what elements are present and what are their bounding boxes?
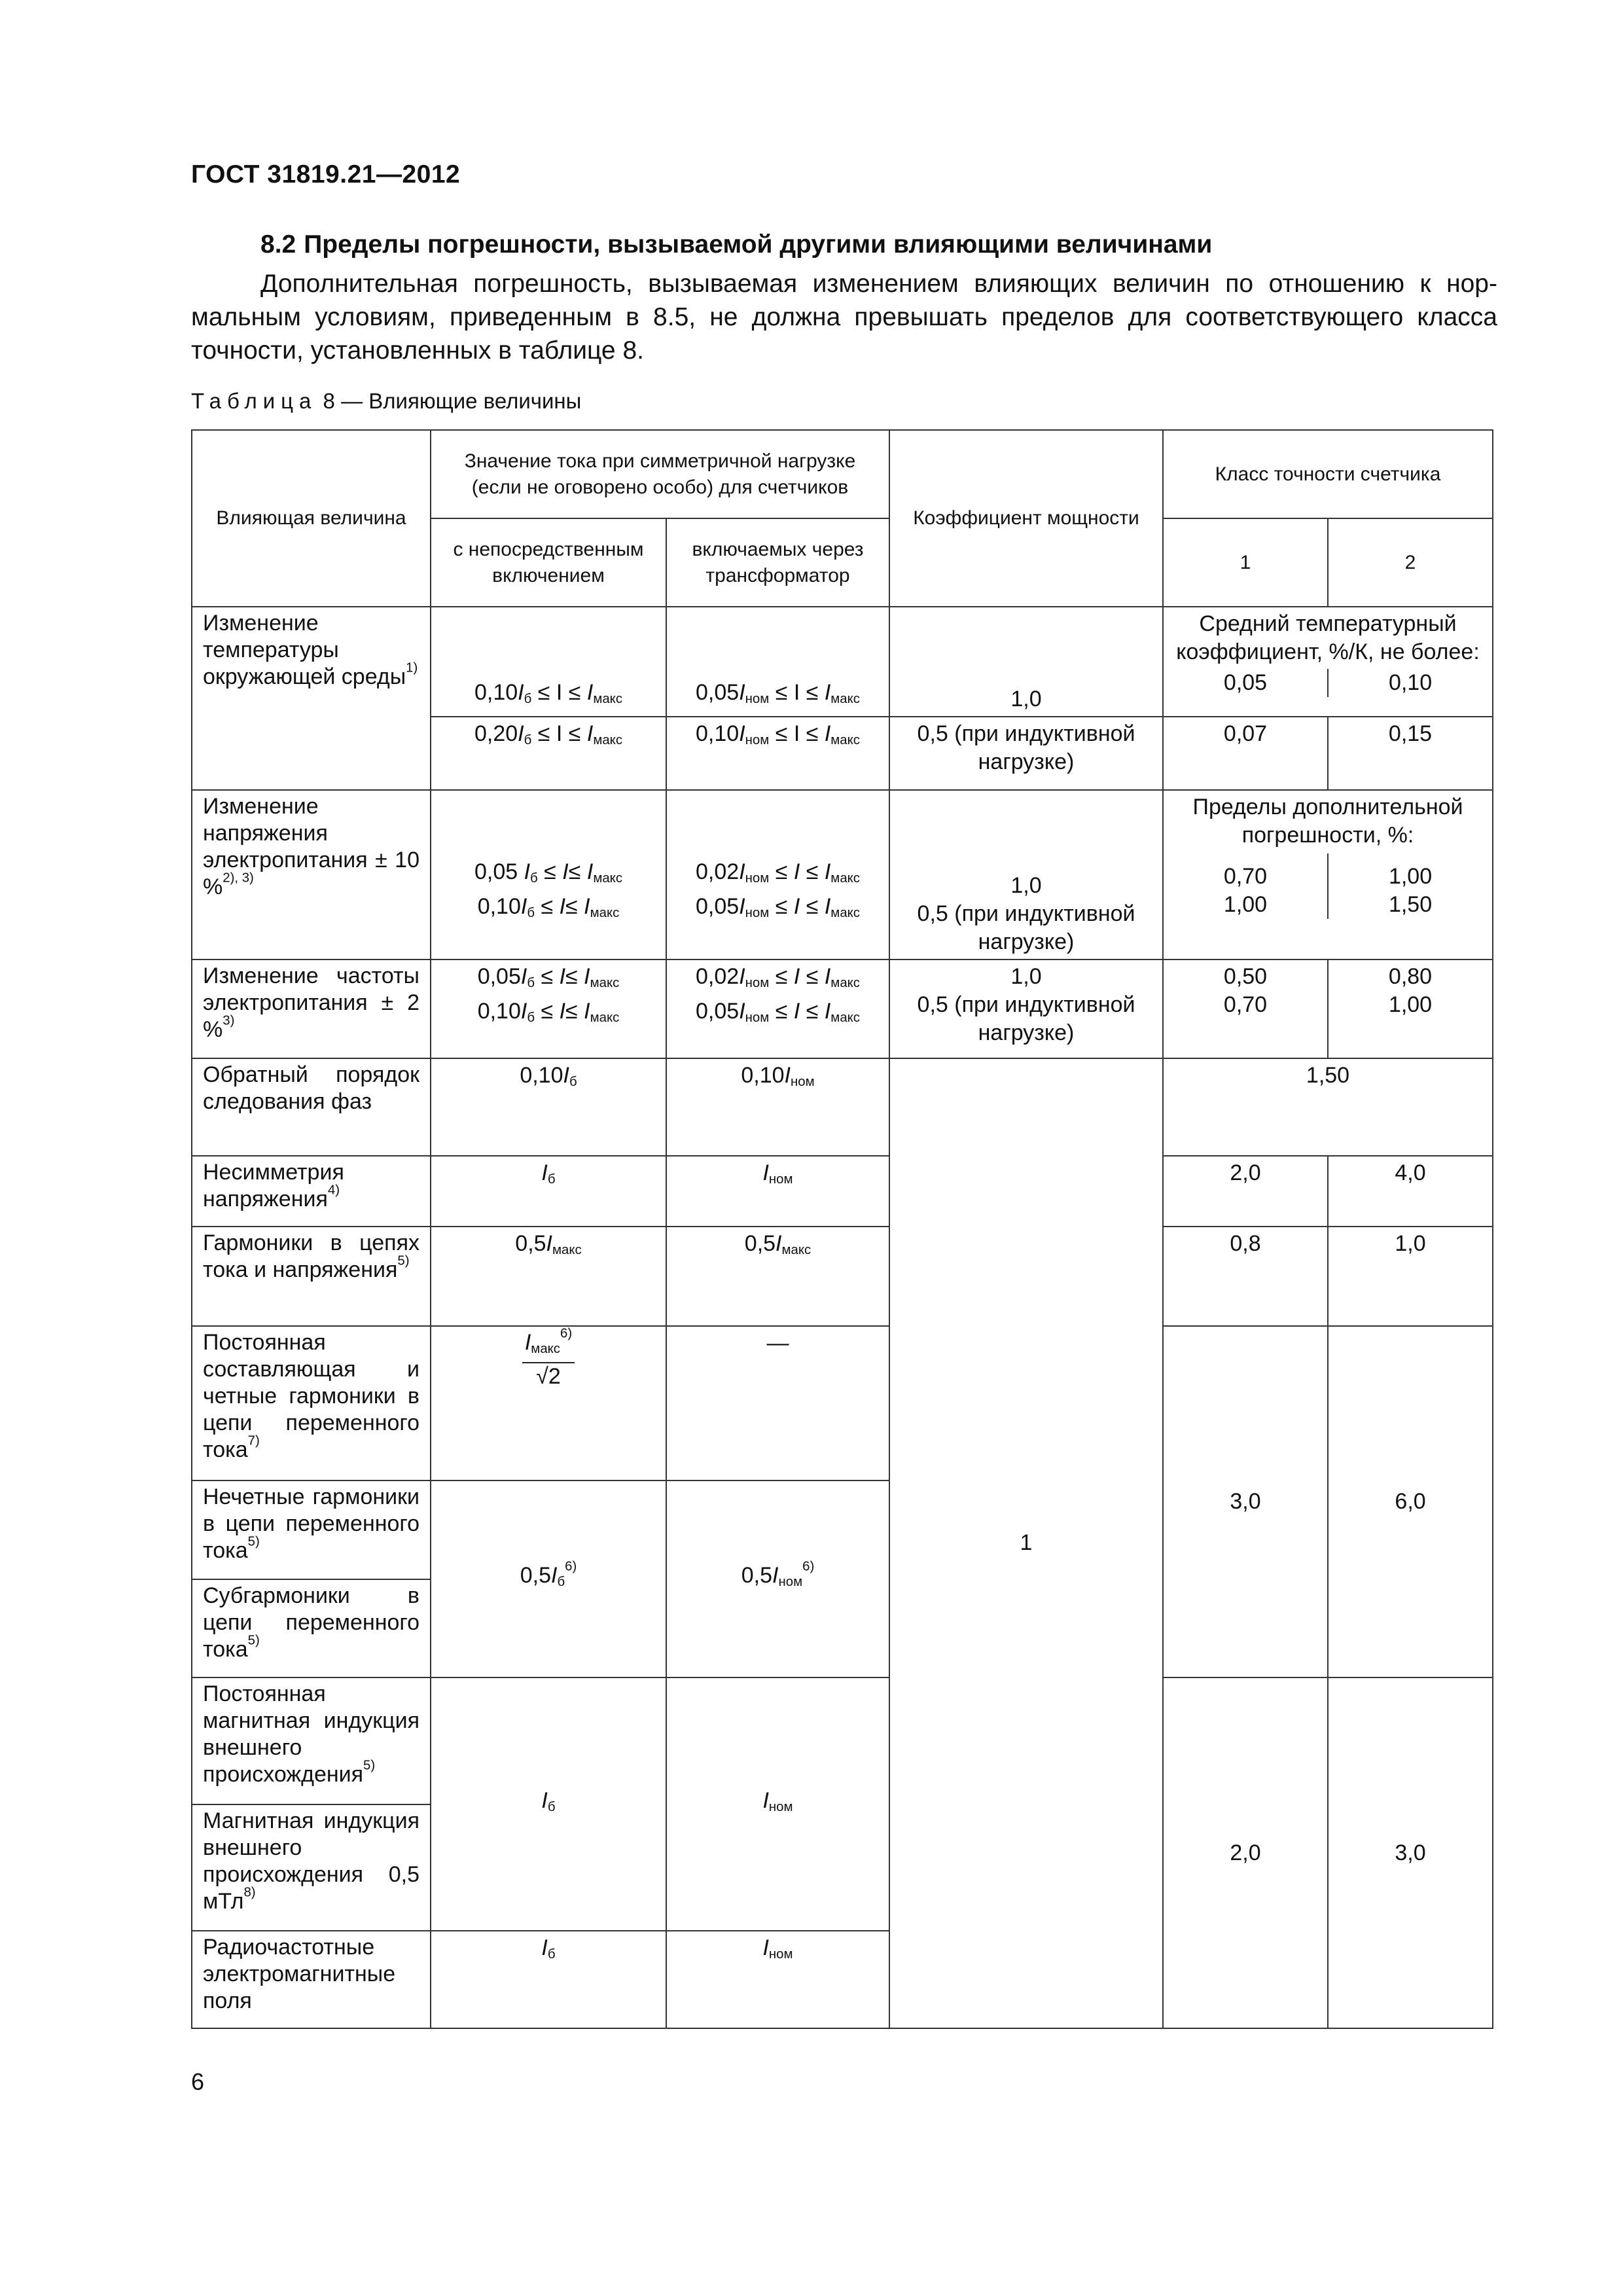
cell-direct: $0,10I_б$	[431, 1058, 666, 1157]
footnote-ref: 8)	[243, 1885, 256, 1900]
value-class-1: 0,50 0,70	[1163, 960, 1328, 1058]
paragraph-line: Дополнительная погрешность, вызываемая изменением влияющих величин по отношению к нор-	[260, 270, 1497, 298]
value-class-1: 0,05	[1223, 670, 1268, 695]
value-class-2: 1,0	[1328, 1227, 1493, 1326]
footnote-ref: 1)	[406, 660, 418, 675]
row-name: Изменение температуры окружающей среды	[203, 610, 406, 689]
cell-transformer: $0,10I_{ном} \le I \le I_{макс}$	[666, 717, 889, 790]
footnote-ref: 7)	[247, 1433, 260, 1448]
cell-direct: 0,05 $I_б \le I\le I_{макс}$ $0,10I_б \le I\le I_{макс}$	[431, 790, 666, 960]
row-name: Магнитная индукция внешнего происхождения 0,5 мТл	[203, 1808, 419, 1914]
cell-power-factor: 0,5 (при индуктивной нагрузке)	[889, 717, 1163, 790]
footnote-ref: 4)	[327, 1183, 340, 1198]
footnote-ref: 5)	[363, 1759, 376, 1774]
cell-direct: $0,5I_{макс}$	[431, 1227, 666, 1326]
table-caption	[191, 389, 581, 414]
temperature-coefficient-note: Средний температурный коэффициент, %/К, не более:	[1176, 611, 1480, 664]
value-class-1: 2,0	[1163, 1677, 1328, 2028]
cell-transformer: $0,02I_{ном} \le I \le I_{макс}$ $0,05I_{ном} \le I \le I_{макс}$	[666, 960, 889, 1058]
footnote-ref: 5)	[397, 1254, 410, 1269]
row-dc-magnetic	[192, 1677, 431, 1804]
header-transformer-connection: включаемых через трансформатор	[666, 518, 889, 606]
section-number: 8.2	[260, 230, 296, 259]
value-class-1: 0,07	[1163, 717, 1328, 790]
cell-transformer: $0,10I_{ном}$	[666, 1058, 889, 1157]
row-frequency	[192, 960, 431, 1058]
row-name: Нечетные гармоники в цепи переменного тока	[203, 1484, 419, 1564]
header-direct-connection: с непосредственным включением	[431, 518, 666, 606]
cell-transformer: $0,02I_{ном} \le I \le I_{макс}$ $0,05I_{ном} \le I \le I_{макс}$	[666, 790, 889, 960]
cell-transformer: $I_{ном}$	[666, 1931, 889, 2028]
value-class-2: 0,10	[1327, 669, 1492, 697]
cell-direct: $0,10I_б \le I \le I_{макс}$	[431, 607, 666, 717]
header-class-1: 1	[1163, 518, 1328, 606]
cell-transformer: $0,5I_{макс}$	[666, 1227, 889, 1326]
header-class-2: 2	[1328, 518, 1493, 606]
row-name: Постоянная магнитная индукция внешнего происхождения	[203, 1681, 419, 1787]
row-voltage	[192, 790, 431, 960]
value-class-2: 6,0	[1327, 1327, 1492, 1677]
cell-direct: $0,5I_б^{6)}$	[431, 1480, 666, 1677]
footnote-ref: 2), 3)	[223, 870, 254, 886]
cell-transformer: —	[666, 1326, 889, 1480]
header-current-value: Значение тока при симметричной нагрузке (если не оговорено особо) для счетчиков	[431, 430, 889, 518]
cell-transformer: $I_{ном}$	[666, 1677, 889, 1931]
page-number: 6	[191, 2068, 205, 2095]
value-class-1: 2,0	[1163, 1156, 1328, 1227]
value-class-1: 0,70	[1223, 863, 1268, 889]
value-class-2: 1,00	[1388, 863, 1433, 889]
row-dc-component	[192, 1326, 431, 1480]
cell-power-factor: 1,0	[889, 607, 1163, 717]
row-name: Изменение напряжения электропитания ± 10 %	[203, 793, 419, 899]
footnote-ref: 5)	[247, 1633, 260, 1648]
cell-direct: $0,05I_б \le I\le I_{макс}$ $0,10I_б \le I\le I_{макс}$	[431, 960, 666, 1058]
cell-transformer: $0,5I_{ном}^{6)}$	[666, 1480, 889, 1677]
cell-power-factor: 1,0 0,5 (при индуктивной нагрузке)	[889, 790, 1163, 960]
row-voltage-unbalance	[192, 1156, 431, 1227]
row-odd-harmonics	[192, 1480, 431, 1579]
table-caption-word: Таблица	[191, 389, 317, 413]
row-name: Субгармоники в цепи переменного тока	[203, 1583, 419, 1662]
cell-transformer: $I_{ном}$	[666, 1156, 889, 1227]
cell-direct: $I_б$	[431, 1677, 666, 1931]
paragraph-line: точности, установленных в таблице 8.	[191, 336, 644, 365]
value-class-2: 1,50	[1388, 891, 1433, 917]
cell-direct: $I_б$	[431, 1156, 666, 1227]
value-class-2: 0,15	[1328, 717, 1493, 790]
header-power-factor: Коэффициент мощности	[889, 430, 1163, 607]
value-class-2: 4,0	[1328, 1156, 1493, 1227]
value-class-1-2: 1,50	[1163, 1058, 1493, 1157]
cell-power-factor-common: 1	[889, 1058, 1163, 2028]
row-name: Радиочастотные электромагнитные поля	[203, 1935, 396, 2014]
cell-transformer: $0,05I_{ном} \le I \le I_{макс}$	[666, 607, 889, 717]
section-paragraph	[191, 267, 1497, 367]
row-name: Несимметрия напряжения	[203, 1160, 344, 1212]
row-radio-frequency	[192, 1931, 431, 2028]
additional-error-note: Пределы дополнительной погрешности, %:	[1192, 794, 1463, 848]
footnote-ref: 3)	[223, 1013, 235, 1028]
row-name: Гармоники в цепях тока и напряжения	[203, 1230, 419, 1283]
fraction-formula: $\frac{I_{макс}^{6)}}{√2}$	[522, 1329, 575, 1390]
row-phase-sequence	[192, 1058, 431, 1157]
row-magnetic	[192, 1804, 431, 1931]
cell-direct: $I_б$	[431, 1931, 666, 2028]
header-accuracy-class: Класс точности счетчика	[1163, 430, 1493, 518]
row-name: Постоянная составляющая и четные гармоники в цепи переменного тока	[203, 1330, 419, 1463]
cell-direct: $0,20I_б \le I \le I_{макс}$	[431, 717, 666, 790]
value-class-2: 0,80 1,00	[1328, 960, 1493, 1058]
row-temperature	[192, 607, 431, 790]
cell-accuracy	[1163, 790, 1493, 960]
document-id: ГОСТ 31819.21—2012	[191, 160, 461, 188]
paragraph-line: мальным условиям, приведенным в 8.5, не должна превышать пределов для соответствующего класса	[191, 303, 1497, 331]
value-class-1: 0,8	[1163, 1227, 1328, 1326]
cell-accuracy	[1163, 607, 1493, 717]
row-name: Обратный порядок следования фаз	[203, 1062, 419, 1114]
cell-accuracy-group	[1163, 1326, 1493, 1677]
value-class-2: 3,0	[1328, 1677, 1493, 2028]
table-caption-text: 8 — Влияющие величины	[317, 389, 582, 413]
row-subharmonics	[192, 1579, 431, 1678]
cell-direct	[431, 1326, 666, 1480]
row-name: Изменение частоты электропитания ± 2 %	[203, 963, 419, 1043]
value-class-1: 1,00	[1223, 891, 1268, 917]
footnote-ref: 5)	[247, 1534, 260, 1549]
value-class-1: 3,0	[1230, 1489, 1261, 1515]
row-harmonics	[192, 1227, 431, 1326]
influence-quantities-table	[191, 429, 1493, 2029]
section-title-text: Пределы погрешности, вызываемой другими влияющими величинами	[304, 230, 1213, 259]
section-title	[260, 230, 1212, 259]
header-influence-quantity: Влияющая величина	[192, 430, 431, 607]
cell-power-factor: 1,0 0,5 (при индуктивной нагрузке)	[889, 960, 1163, 1058]
